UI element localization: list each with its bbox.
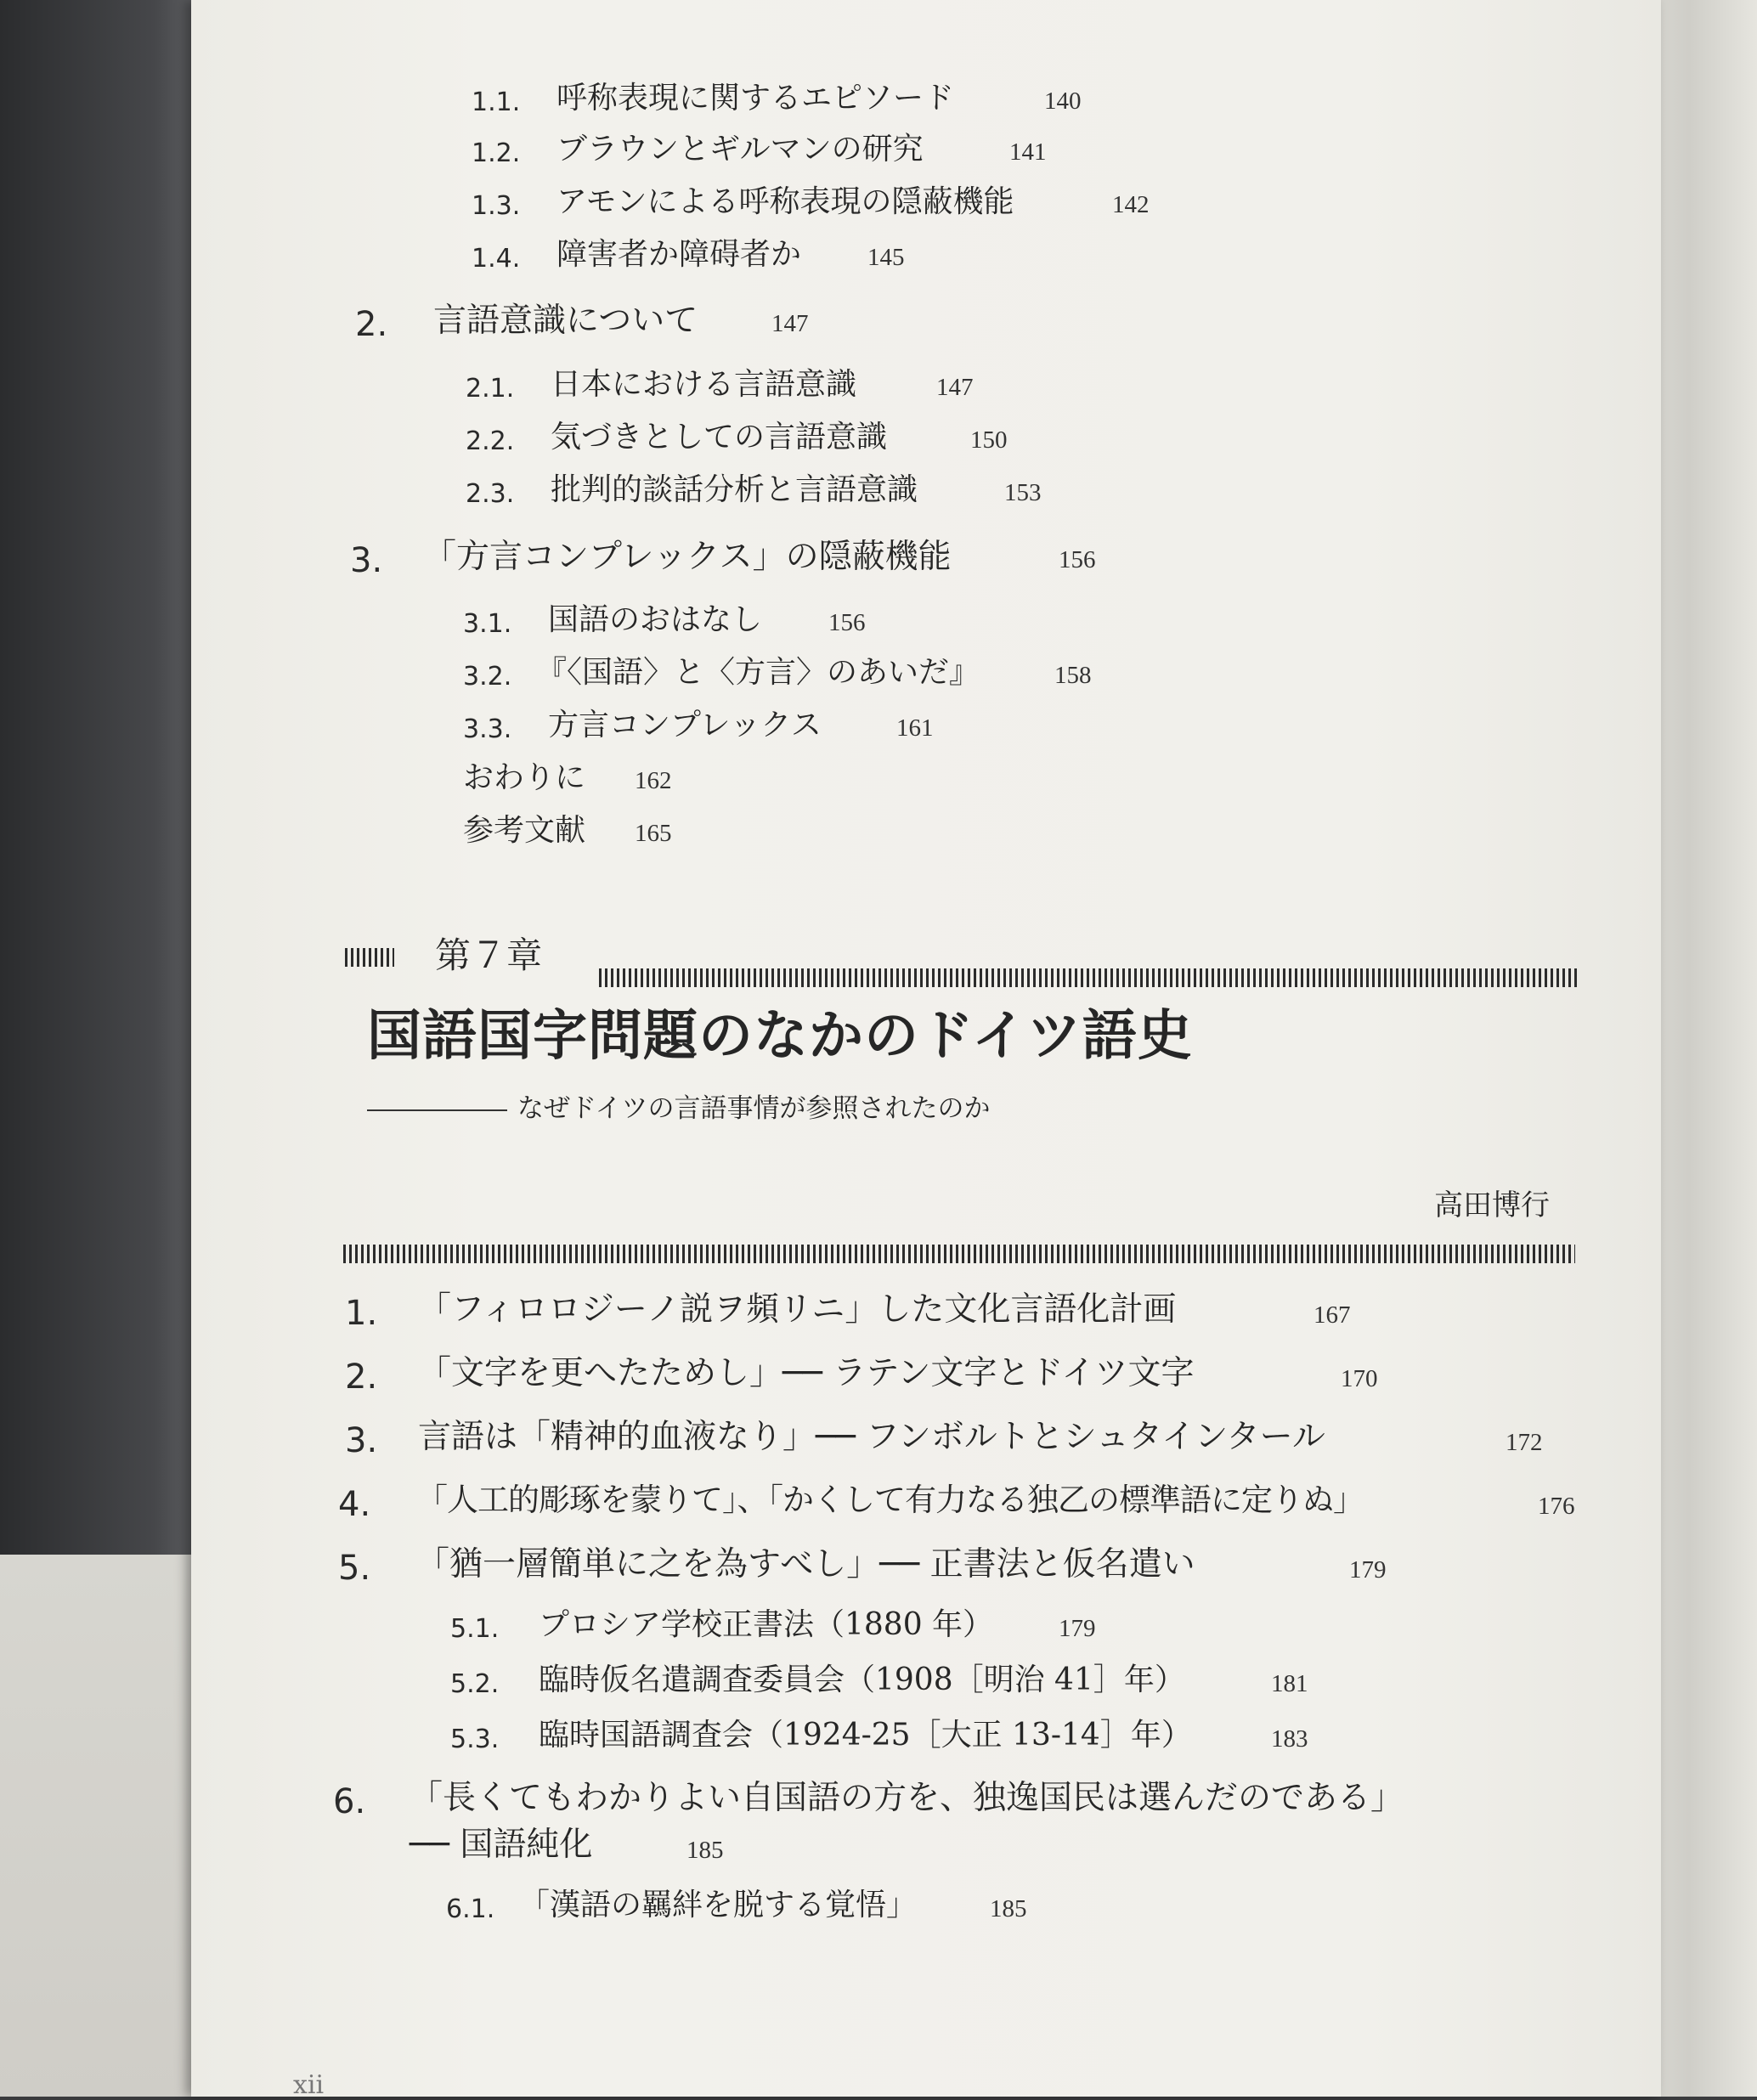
toc-page: 140: [1044, 88, 1082, 115]
toc-number: 5.3.: [450, 1725, 500, 1754]
toc-title: 「漢語の羈絆を脱する覚悟」: [519, 1888, 918, 1922]
toc-page: 156: [828, 609, 866, 636]
toc-page: 156: [1059, 546, 1096, 573]
toc-title: アモンによる呼称表現の隠蔽機能: [556, 184, 1014, 219]
toc-title: 日本における言語意識: [551, 367, 857, 402]
toc-page: 147: [771, 310, 809, 337]
toc-number: 4.: [338, 1485, 371, 1524]
toc-title: 臨時仮名遣調査委員会（1908［明治 41］年）: [539, 1662, 1185, 1697]
toc-page: 161: [896, 714, 934, 742]
toc-number: 2.3.: [466, 479, 515, 509]
toc-page: 183: [1271, 1725, 1308, 1753]
toc-title: 「猶一層簡単に之を為すべし」── 正書法と仮名遣い: [416, 1545, 1195, 1583]
toc-number: 1.2.: [472, 138, 521, 168]
hatch-rule-long: [599, 968, 1578, 987]
toc-title: 「文字を更へたためし」── ラテン文字とドイツ文字: [418, 1354, 1195, 1392]
toc-title: 参考文献: [463, 813, 586, 848]
toc-page: 170: [1341, 1365, 1378, 1392]
toc-page: 153: [1004, 479, 1042, 506]
hatch-rule-full: [343, 1245, 1575, 1263]
toc-number: 5.1.: [450, 1614, 500, 1644]
toc-number: 1.4.: [472, 244, 521, 274]
toc-title: ── 国語純化: [410, 1826, 593, 1864]
chapter-subtitle-text: なぜドイツの言語事情が参照されたのか: [517, 1093, 991, 1124]
toc-page: 167: [1314, 1301, 1351, 1329]
toc-number: 6.: [333, 1782, 366, 1821]
toc-title: 批判的談話分析と言語意識: [551, 472, 918, 507]
toc-page: 179: [1349, 1556, 1387, 1583]
toc-page: 179: [1059, 1615, 1096, 1642]
toc-title: 方言コンプレックス: [548, 708, 822, 742]
toc-page: 185: [990, 1895, 1027, 1922]
chapter-author: 高田博行: [1434, 1188, 1550, 1222]
toc-page: 165: [635, 820, 672, 847]
toc-title: 「フィロロジーノ説ヲ頻リニ」した文化言語化計画: [418, 1290, 1177, 1329]
toc-number: 3.: [350, 541, 383, 580]
toc-number: 2.2.: [466, 426, 515, 456]
toc-number: 3.3.: [463, 714, 512, 744]
toc-number: 2.: [345, 1358, 378, 1397]
toc-number: 5.: [338, 1549, 371, 1588]
toc-page: 162: [635, 767, 672, 794]
hatch-rule-short: [345, 948, 394, 967]
toc-number: 5.2.: [450, 1669, 500, 1699]
toc-title: 呼称表現に関するエピソード: [556, 81, 955, 116]
toc-number: 2.: [355, 305, 388, 344]
toc-title: 国語のおはなし: [548, 602, 763, 637]
toc-page: 176: [1538, 1493, 1575, 1520]
toc-page: 141: [1009, 138, 1047, 166]
background-left-lower: [0, 1555, 195, 2097]
toc-number: 1.1.: [472, 88, 521, 117]
toc-number: 3.2.: [463, 662, 512, 692]
toc-number: 1.: [345, 1294, 378, 1333]
toc-page: 158: [1054, 662, 1092, 689]
toc-number: 3.: [345, 1421, 378, 1460]
toc-title: ブラウンとギルマンの研究: [556, 132, 924, 167]
toc-page: 147: [936, 374, 974, 401]
subtitle-dash: [367, 1109, 507, 1111]
toc-page: 181: [1271, 1670, 1308, 1697]
toc-page: 185: [686, 1837, 724, 1864]
chapter-title: 国語国字問題のなかのドイツ語史: [367, 1004, 1193, 1068]
toc-title: 障害者か障碍者か: [556, 237, 802, 272]
chapter-label: 第７章: [435, 934, 543, 976]
toc-title: プロシア学校正書法（1880 年）: [539, 1607, 994, 1642]
toc-number: 2.1.: [466, 374, 515, 404]
toc-title: 『〈国語〉と〈方言〉のあいだ』: [536, 655, 980, 690]
toc-title: おわりに: [463, 760, 586, 795]
toc-title: 「長くてもわかりよい自国語の方を、独逸国民は選んだのである」: [410, 1779, 1404, 1817]
chapter-subtitle: [367, 1093, 991, 1124]
toc-title: 「方言コンプレックス」の隠蔽機能: [423, 538, 952, 576]
toc-number: 1.3.: [472, 191, 521, 221]
toc-number: 3.1.: [463, 609, 512, 639]
toc-page: 145: [867, 244, 905, 271]
toc-number: 6.1.: [446, 1894, 495, 1924]
toc-page: 150: [970, 426, 1008, 454]
toc-page: 142: [1112, 191, 1150, 218]
toc-title: 気づきとしての言語意識: [551, 420, 888, 454]
toc-title: 「人工的彫琢を蒙りて」、「かくして有力なる独乙の標準語に定りぬ」: [416, 1482, 1364, 1518]
toc-title: 言語は「精神的血液なり」── フンボルトとシュタインタール: [418, 1418, 1325, 1456]
page-folio: xii: [293, 2070, 325, 2100]
background-left: [0, 0, 221, 1555]
toc-title: 言語意識について: [433, 302, 698, 340]
toc-page: 172: [1506, 1429, 1543, 1456]
toc-title: 臨時国語調査会（1924-25［大正 13-14］年）: [539, 1718, 1192, 1753]
